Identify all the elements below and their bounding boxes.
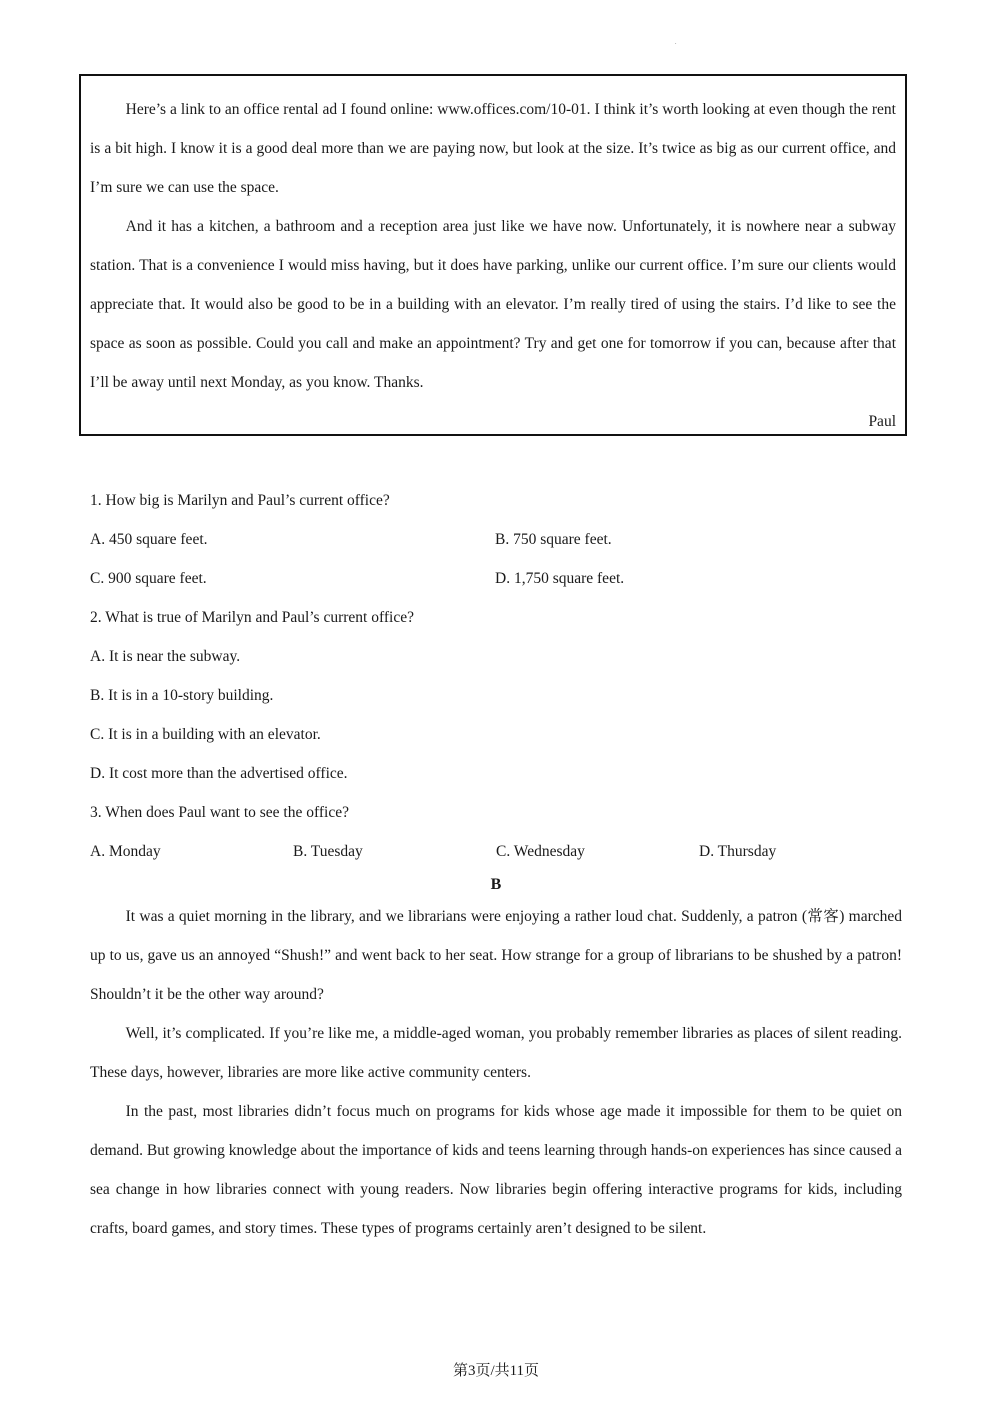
question-3-option-d: D. Thursday — [699, 843, 777, 860]
question-1-option-a: A. 450 square feet. — [90, 531, 208, 548]
question-1-stem: 1. How big is Marilyn and Paul’s current office? — [90, 492, 390, 509]
letter-signature: Paul — [868, 413, 896, 430]
question-1-options-row-1 — [90, 520, 902, 559]
letter-paragraph-2: And it has a kitchen, a bathroom and a reception area just like we have now. Unfortunately, it is nowhere near a subway station. That is a convenience I would miss having, but it does have parking, unlike our current office. I’m sure our clients would appreciate that. It would also be good to be in a building with an elevator. I’m really tired of using the stairs. I’d like to see the space as soon as possible. Could you call and make an appointment? Try and get one for tomorrow if you can, because after that I’ll be away until next Monday, as you know. Thanks. — [90, 218, 896, 391]
section-b-paragraph-3: In the past, most libraries didn’t focus much on programs for kids whose age made it impossible for them to be quiet on demand. But growing knowledge about the importance of kids and teens learning through hands-on experiences has since caused a sea change in how libraries connect with young readers. Now libraries begin offering interactive programs for kids, including crafts, board games, and story times. These types of programs certainly aren’t designed to be silent. — [90, 1103, 902, 1237]
question-1-options-row-2 — [90, 559, 902, 598]
question-1-option-d: D. 1,750 square feet. — [495, 570, 625, 587]
question-1-option-b: B. 750 square feet. — [495, 531, 612, 548]
question-3-option-b: B. Tuesday — [293, 843, 363, 860]
question-2-stem: 2. What is true of Marilyn and Paul’s current office? — [90, 609, 414, 626]
page-number: 第3页/共11页 — [452, 1363, 540, 1379]
section-b-title: B — [490, 876, 502, 893]
scan-dot: . — [675, 40, 677, 46]
question-3-stem: 3. When does Paul want to see the office? — [90, 804, 349, 821]
letter-box — [79, 74, 907, 436]
question-1-option-c: C. 900 square feet. — [90, 570, 207, 587]
question-3-options-row — [90, 832, 902, 871]
section-b-passage — [90, 897, 902, 1248]
section-b-paragraph-1: It was a quiet morning in the library, and we librarians were enjoying a rather loud chat. Suddenly, a patron (常客) marched up to us, gave us an annoyed “Shush!” and went back to her seat. How strange for a group of librarians to be shushed by a patron! Shouldn’t it be the other way around? — [90, 908, 902, 1003]
letter-paragraph-1: Here’s a link to an office rental ad I found online: www.offices.com/10-01. I think it’s worth looking at even though the rent is a bit high. I know it is a good deal more than we are paying now, but look at the size. It’s twice as big as our current office, and I’m sure we can use the space. — [90, 101, 896, 196]
question-3-option-c: C. Wednesday — [496, 843, 585, 860]
letter-body — [90, 90, 896, 441]
section-b-paragraph-2: Well, it’s complicated. If you’re like me, a middle-aged woman, you probably remember libraries as places of silent reading. These days, however, libraries are more like active community centers. — [90, 1025, 902, 1081]
question-2-option-a: A. It is near the subway. — [90, 648, 241, 665]
question-2-option-b: B. It is in a 10-story building. — [90, 687, 274, 704]
question-3-option-a: A. Monday — [90, 843, 161, 860]
question-2-option-c: C. It is in a building with an elevator. — [90, 726, 321, 743]
question-block — [90, 481, 902, 871]
question-2-option-d: D. It cost more than the advertised office. — [90, 765, 348, 782]
